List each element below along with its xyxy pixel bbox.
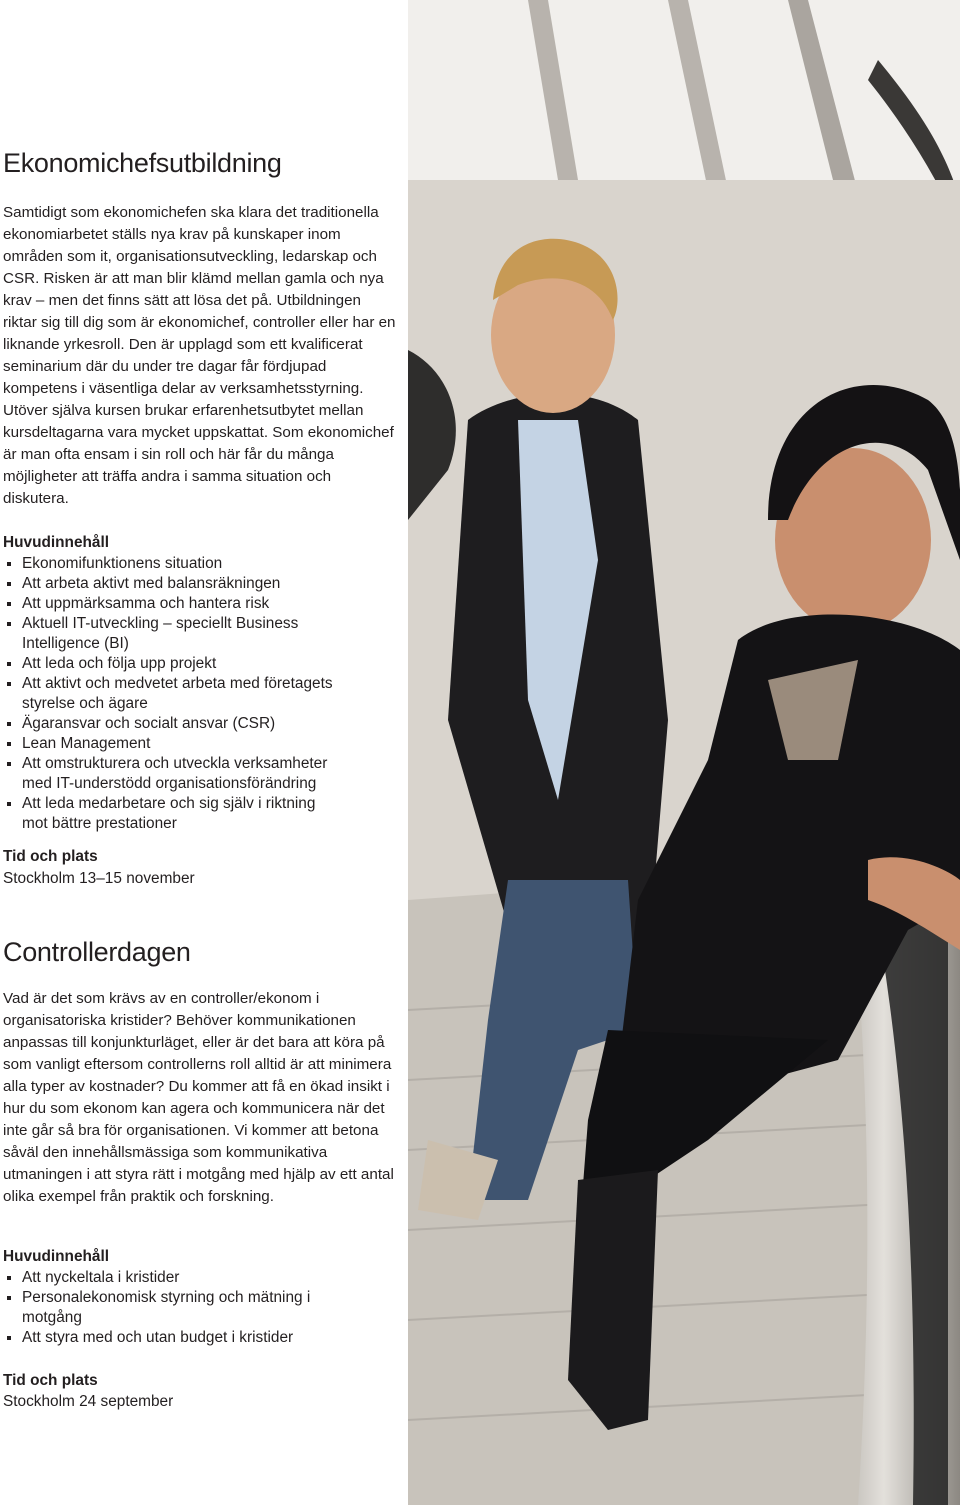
section2-intro: Vad är det som krävs av en controller/ekonom i organisatoriska kristider? Behöver kommunikationen anpassas till konjunkturläget, eller är det bara att köra på som vanligt eftersom controllerns roll alltid är att minimera alla typer av kostnader? Du kommer att få en ökad insikt i hur du som ekonom kan agera och kommunicera när det inte går så bra för organisationen. Vi kommer att betona såväl den innehållsmässiga som kommunikativa utmaningen i att styra rätt i motgång med hjälp av ett antal olika exempel från praktik och forskning.: [3, 990, 394, 1205]
list-item: Ekonomifunktionens situation: [3, 554, 403, 574]
section2-title: Controllerdagen: [3, 937, 191, 967]
list-item: Lean Management: [3, 734, 403, 754]
list-item: Att arbeta aktivt med balansräkningen: [3, 574, 403, 594]
section1-content-list: [3, 554, 403, 834]
section2-content-heading: Huvudinnehåll: [3, 1248, 110, 1265]
list-item: Att leda medarbetare och sig själv i riktning mot bättre prestationer: [3, 794, 342, 834]
section1-time-value: Stockholm 13–15 november: [3, 870, 195, 887]
list-item: Ägaransvar och socialt ansvar (CSR): [3, 714, 403, 734]
list-item: Aktuell IT-utveckling – speciellt Business Intelligence (BI): [3, 614, 322, 654]
list-item: Att omstrukturera och utveckla verksamheter med IT-understödd organisationsförändring: [3, 754, 352, 794]
photo-two-people-on-escalator-icon: [408, 0, 960, 1505]
list-item: Att leda och följa upp projekt: [3, 654, 403, 674]
list-item: Att nyckeltala i kristider: [3, 1268, 403, 1288]
section1-title: Ekonomichefsutbildning: [3, 148, 282, 178]
section2-time-value: Stockholm 24 september: [3, 1393, 174, 1410]
list-item: Att styra med och utan budget i kristider: [3, 1328, 403, 1348]
section2-content-list: [3, 1268, 403, 1348]
section2-time-heading: Tid och plats: [3, 1372, 98, 1389]
section1-intro: Samtidigt som ekonomichefen ska klara det traditionella ekonomiarbetet ställs nya krav på kunskaper inom områden som it, organisationsutveckling, ledarskap och CSR. Risken är att man blir klämd mellan gamla och nya krav – men det finns sätt att lösa det på. Utbildningen riktar sig till dig som är ekonomichef, controller eller har en liknande yrkesroll. Den är upplagd som ett kvalificerat seminarium där du under tre dagar får fördjupad kompetens i väsentliga delar av verksamhetsstyrning. Utöver själva kursen brukar erfarenhetsutbytet mellan kursdeltagarna vara mycket uppskattat. Som ekonomichef är man ofta ensam i sin roll och här får du många möjligheter att träffa andra i samma situation och diskutera.: [3, 204, 396, 507]
list-item: Att uppmärksamma och hantera risk: [3, 594, 403, 614]
list-item: Att aktivt och medvetet arbeta med företagets styrelse och ägare: [3, 674, 362, 714]
section1-content-heading: Huvudinnehåll: [3, 534, 110, 551]
list-item: Personalekonomisk styrning och mätning i motgång: [3, 1288, 322, 1328]
photo: [408, 0, 960, 1505]
section1-time-heading: Tid och plats: [3, 848, 98, 865]
